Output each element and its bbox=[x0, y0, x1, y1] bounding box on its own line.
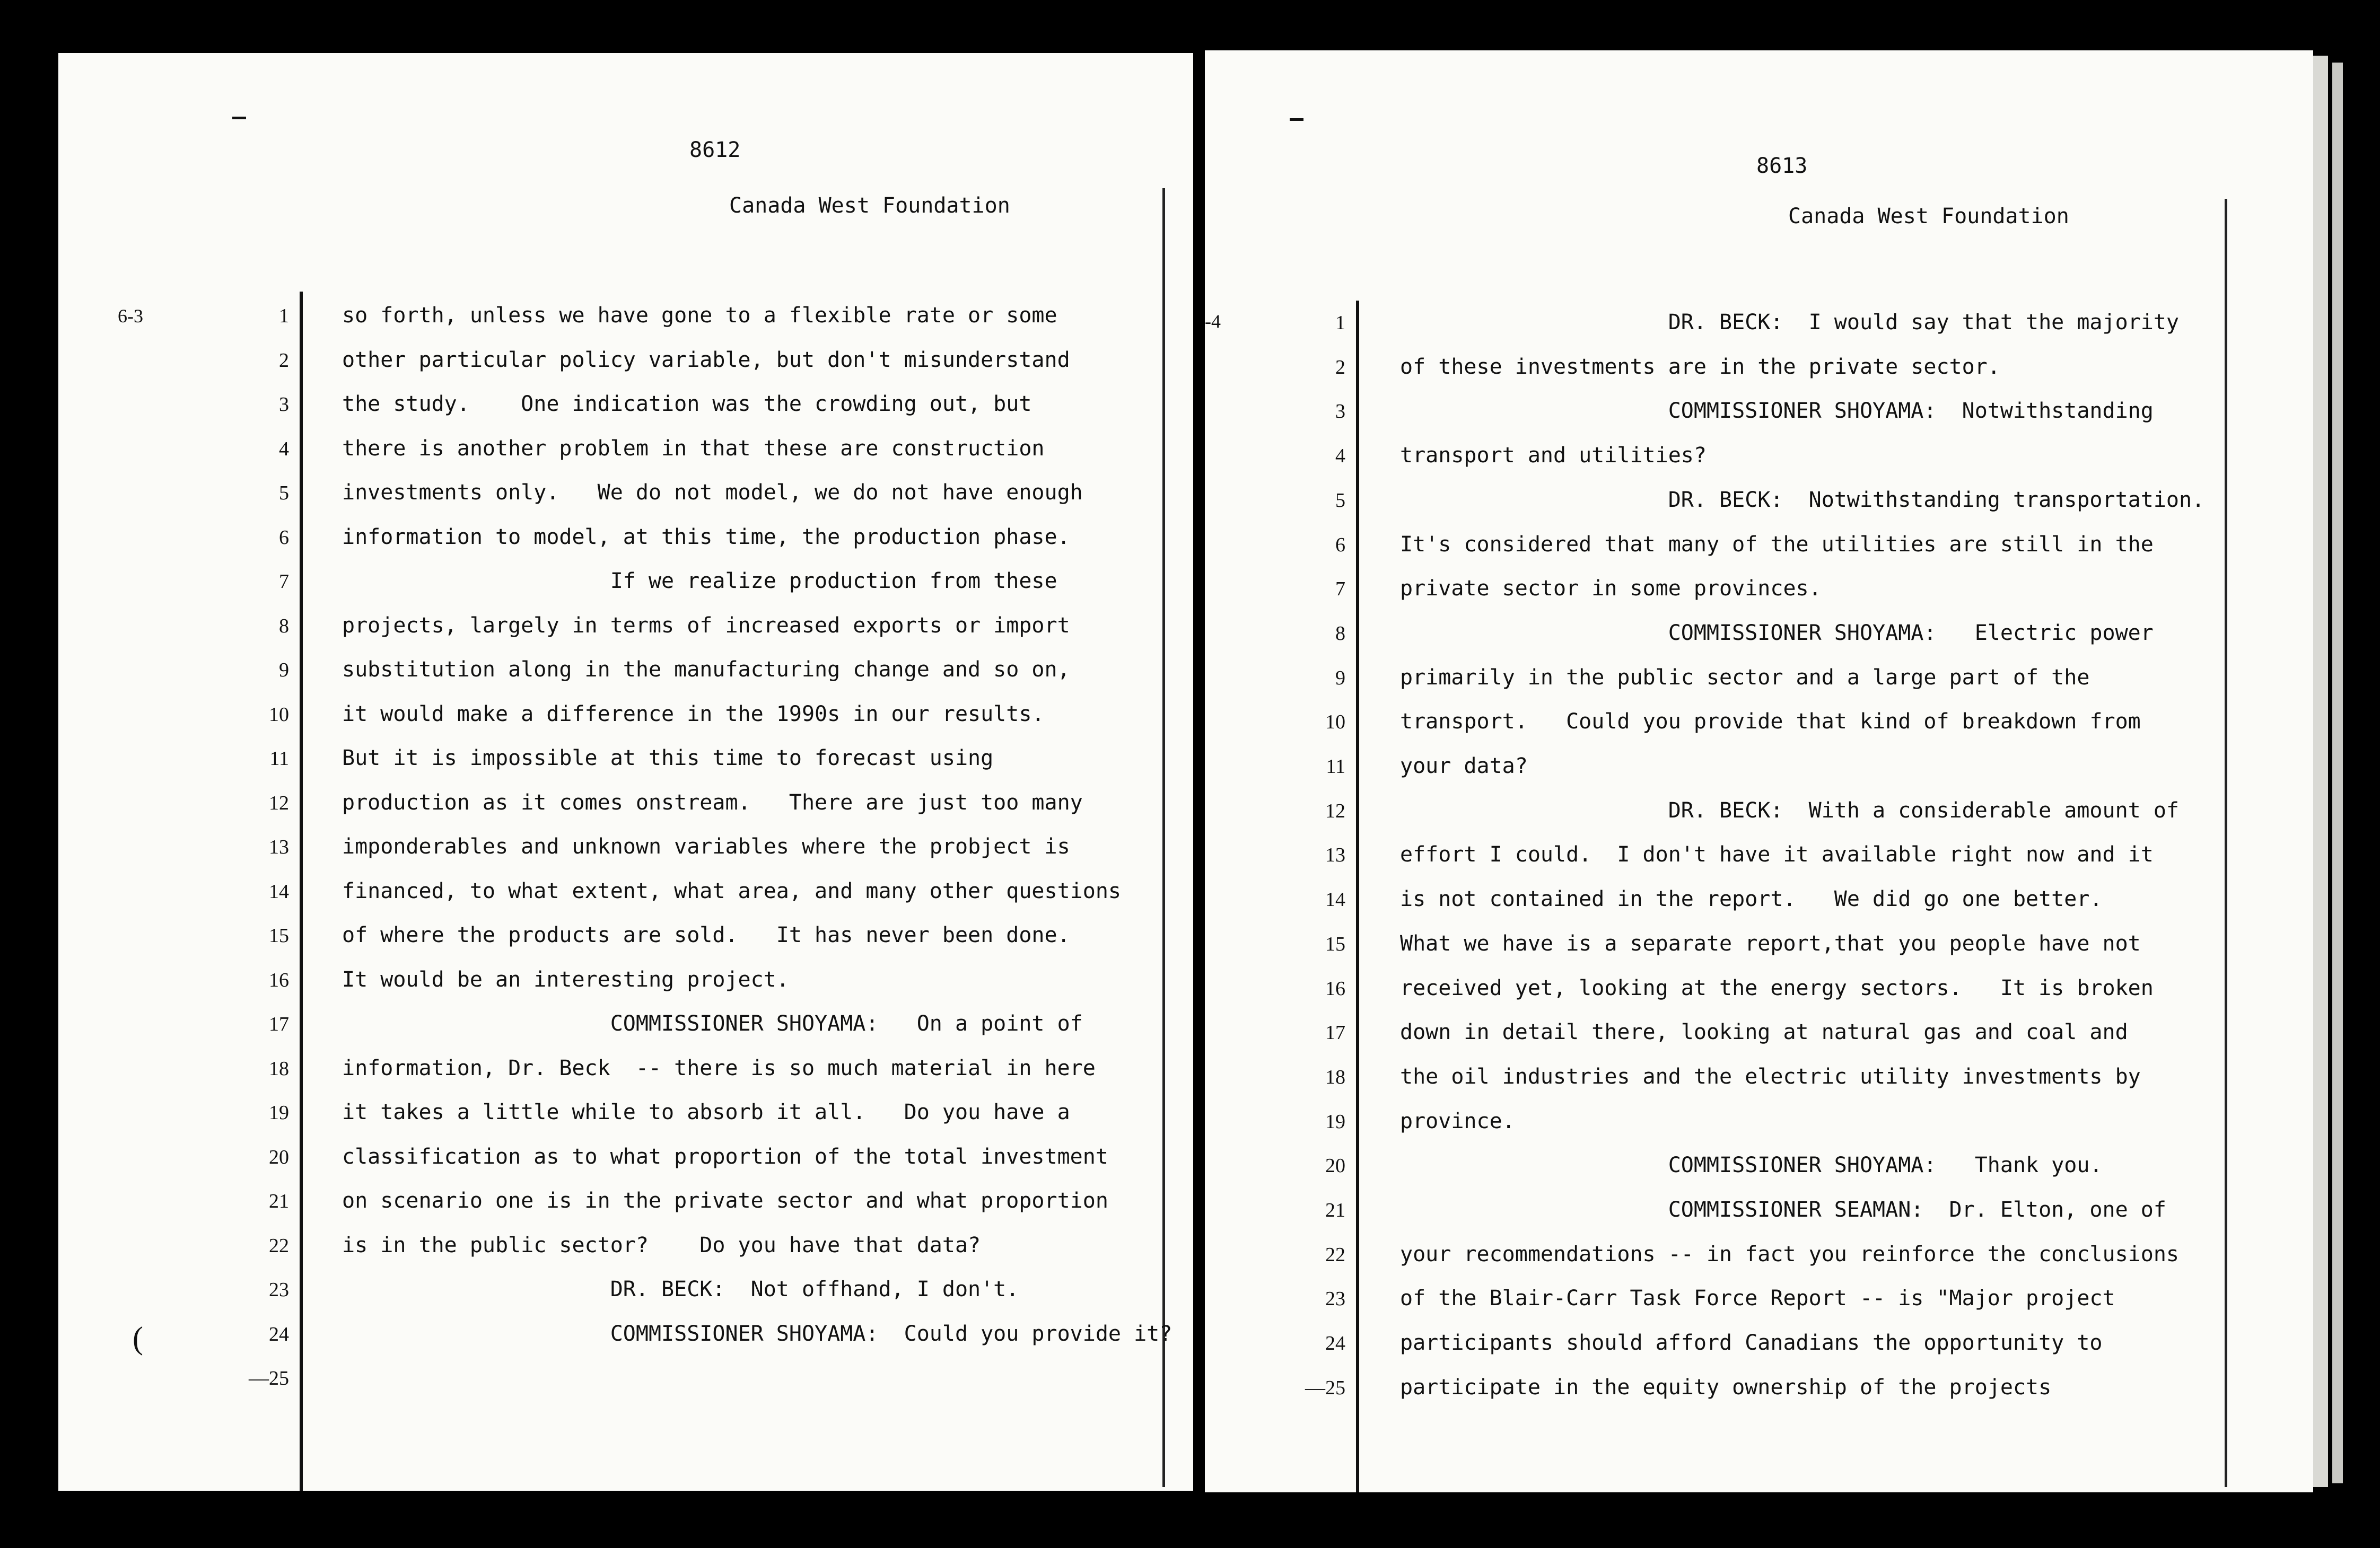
transcript-line: financed, to what extent, what area, and many other questions bbox=[342, 878, 1122, 903]
margin-dash-mark bbox=[1290, 118, 1303, 121]
line-number: 9 bbox=[279, 659, 289, 681]
line-number: —25 bbox=[1305, 1376, 1345, 1399]
line-number: 3 bbox=[279, 393, 289, 416]
line-number: —25 bbox=[249, 1367, 289, 1389]
transcript-line: primarily in the public sector and a large part of the bbox=[1400, 665, 2090, 690]
margin-note: -4 bbox=[1205, 311, 1221, 332]
transcript-line: COMMISSIONER SHOYAMA: Thank you. bbox=[1400, 1153, 2103, 1178]
line-number-rule bbox=[1356, 301, 1359, 1492]
transcript-line: COMMISSIONER SHOYAMA: Could you provide it? bbox=[342, 1321, 1172, 1346]
line-number: 15 bbox=[269, 925, 289, 947]
transcript-line: of the Blair-Carr Task Force Report -- is "Major project bbox=[1400, 1286, 2115, 1311]
line-number: 23 bbox=[269, 1279, 289, 1301]
right-transcript-page bbox=[1205, 50, 2313, 1492]
line-number: 14 bbox=[1325, 889, 1345, 911]
line-number: 14 bbox=[269, 880, 289, 903]
line-number: 18 bbox=[269, 1057, 289, 1080]
transcript-line: investments only. We do not model, we do not have enough bbox=[342, 480, 1083, 505]
line-number: 15 bbox=[1325, 933, 1345, 955]
line-number: 20 bbox=[1325, 1155, 1345, 1177]
transcript-line: of these investments are in the private sector. bbox=[1400, 354, 2000, 379]
page-number: 8612 bbox=[689, 138, 741, 162]
transcript-line: is in the public sector? Do you have that data? bbox=[342, 1233, 981, 1257]
line-number: 24 bbox=[1325, 1332, 1345, 1355]
transcript-line: so forth, unless we have gone to a flexible rate or some bbox=[342, 303, 1057, 328]
transcript-line: information to model, at this time, the production phase. bbox=[342, 524, 1070, 549]
line-number: 11 bbox=[1326, 755, 1345, 778]
transcript-line: the oil industries and the electric utility investments by bbox=[1400, 1064, 2141, 1089]
transcript-line: there is another problem in that these are construction bbox=[342, 436, 1045, 461]
left-transcript-page bbox=[58, 53, 1193, 1491]
line-number: 22 bbox=[1325, 1243, 1345, 1266]
line-number: 21 bbox=[269, 1190, 289, 1212]
page-number: 8613 bbox=[1756, 154, 1808, 178]
line-number-rule bbox=[300, 292, 303, 1491]
transcript-line: COMMISSIONER SHOYAMA: On a point of bbox=[342, 1012, 1083, 1036]
transcript-line: But it is impossible at this time to forecast using bbox=[342, 746, 994, 770]
transcript-line: on scenario one is in the private sector and what proportion bbox=[342, 1189, 1108, 1213]
transcript-line: your data? bbox=[1400, 754, 1528, 778]
line-number: 19 bbox=[269, 1102, 289, 1124]
line-number: 23 bbox=[1325, 1288, 1345, 1310]
line-number: 2 bbox=[279, 349, 289, 372]
transcript-line: projects, largely in terms of increased exports or import bbox=[342, 613, 1070, 638]
line-number: 17 bbox=[1325, 1022, 1345, 1044]
page-stack-edge bbox=[2332, 63, 2343, 1483]
line-number: 8 bbox=[279, 614, 289, 637]
transcript-line: imponderables and unknown variables where the probject is bbox=[342, 834, 1070, 859]
line-number: 2 bbox=[1335, 356, 1345, 379]
line-number: 17 bbox=[269, 1013, 289, 1035]
transcript-line: down in detail there, looking at natural gas and coal and bbox=[1400, 1020, 2128, 1045]
line-number: 7 bbox=[1335, 578, 1345, 601]
transcript-line: DR. BECK: With a considerable amount of bbox=[1400, 798, 2180, 823]
transcript-line: transport and utilities? bbox=[1400, 443, 1707, 468]
transcript-line: it would make a difference in the 1990s in our results. bbox=[342, 701, 1045, 726]
line-number: 5 bbox=[279, 482, 289, 504]
transcript-line: What we have is a separate report,that you people have not bbox=[1400, 931, 2141, 956]
right-margin-rule bbox=[2225, 199, 2227, 1487]
line-number: 12 bbox=[1325, 799, 1345, 822]
line-number: 5 bbox=[1335, 489, 1345, 512]
line-number: 11 bbox=[269, 747, 289, 770]
transcript-line: province. bbox=[1400, 1109, 1515, 1133]
margin-paren-mark: ( bbox=[133, 1321, 143, 1356]
line-number: 12 bbox=[269, 791, 289, 814]
transcript-line: is not contained in the report. We did go one better. bbox=[1400, 887, 2103, 912]
transcript-line: DR. BECK: I would say that the majority bbox=[1400, 310, 2180, 335]
page-header: Canada West Foundation bbox=[1788, 204, 2069, 228]
line-number: 1 bbox=[1335, 312, 1345, 334]
transcript-line: your recommendations -- in fact you reinforce the conclusions bbox=[1400, 1242, 2180, 1266]
line-number: 4 bbox=[279, 437, 289, 460]
transcript-line: effort I could. I don't have it available right now and it bbox=[1400, 842, 2154, 867]
page-stack-edge bbox=[2313, 56, 2328, 1487]
transcript-line: COMMISSIONER SHOYAMA: Electric power bbox=[1400, 620, 2154, 645]
transcript-line: participants should afford Canadians the opportunity to bbox=[1400, 1331, 2103, 1356]
line-number: 1 bbox=[279, 305, 289, 327]
transcript-line: private sector in some provinces. bbox=[1400, 576, 1822, 601]
right-margin-rule bbox=[1162, 188, 1165, 1487]
line-number: 19 bbox=[1325, 1110, 1345, 1133]
transcript-line: COMMISSIONER SEAMAN: Dr. Elton, one of bbox=[1400, 1198, 2166, 1222]
margin-note: 6-3 bbox=[118, 305, 143, 327]
line-number: 10 bbox=[1325, 711, 1345, 734]
transcript-line: information, Dr. Beck -- there is so much material in here bbox=[342, 1056, 1096, 1080]
transcript-line: If we realize production from these bbox=[342, 569, 1057, 593]
line-number: 16 bbox=[269, 969, 289, 991]
line-number: 6 bbox=[1335, 533, 1345, 556]
line-number: 8 bbox=[1335, 622, 1345, 645]
line-number: 13 bbox=[1325, 844, 1345, 867]
line-number: 6 bbox=[279, 526, 289, 549]
line-number: 10 bbox=[269, 703, 289, 726]
transcript-line: production as it comes onstream. There are just too many bbox=[342, 790, 1083, 815]
transcript-line: of where the products are sold. It has never been done. bbox=[342, 923, 1070, 947]
line-number: 16 bbox=[1325, 977, 1345, 1000]
line-number: 21 bbox=[1325, 1199, 1345, 1221]
line-number: 18 bbox=[1325, 1066, 1345, 1088]
transcript-line: it takes a little while to absorb it all. Do you have a bbox=[342, 1100, 1070, 1124]
transcript-line: It's considered that many of the utilities are still in the bbox=[1400, 532, 2154, 557]
transcript-line: received yet, looking at the energy sectors. It is broken bbox=[1400, 975, 2154, 1000]
line-number: 4 bbox=[1335, 445, 1345, 468]
line-number: 3 bbox=[1335, 400, 1345, 423]
transcript-line: DR. BECK: Not offhand, I don't. bbox=[342, 1277, 1019, 1301]
line-number: 24 bbox=[269, 1323, 289, 1345]
page-header: Canada West Foundation bbox=[729, 194, 1010, 218]
transcript-line: the study. One indication was the crowding out, but bbox=[342, 392, 1032, 416]
line-number: 13 bbox=[269, 836, 289, 858]
transcript-line: participate in the equity ownership of the projects bbox=[1400, 1375, 2052, 1400]
transcript-line: substitution along in the manufacturing change and so on, bbox=[342, 657, 1070, 682]
transcript-line: It would be an interesting project. bbox=[342, 967, 789, 992]
margin-dash-mark bbox=[232, 117, 246, 119]
transcript-line: COMMISSIONER SHOYAMA: Notwithstanding bbox=[1400, 399, 2154, 424]
transcript-line: transport. Could you provide that kind of breakdown from bbox=[1400, 709, 2141, 734]
line-number: 7 bbox=[279, 570, 289, 593]
line-number: 20 bbox=[269, 1146, 289, 1168]
transcript-line: other particular policy variable, but don't misunderstand bbox=[342, 347, 1070, 372]
transcript-line: DR. BECK: Notwithstanding transportation. bbox=[1400, 487, 2205, 512]
transcript-line: classification as to what proportion of the total investment bbox=[342, 1144, 1108, 1169]
line-number: 9 bbox=[1335, 666, 1345, 689]
line-number: 22 bbox=[269, 1234, 289, 1257]
